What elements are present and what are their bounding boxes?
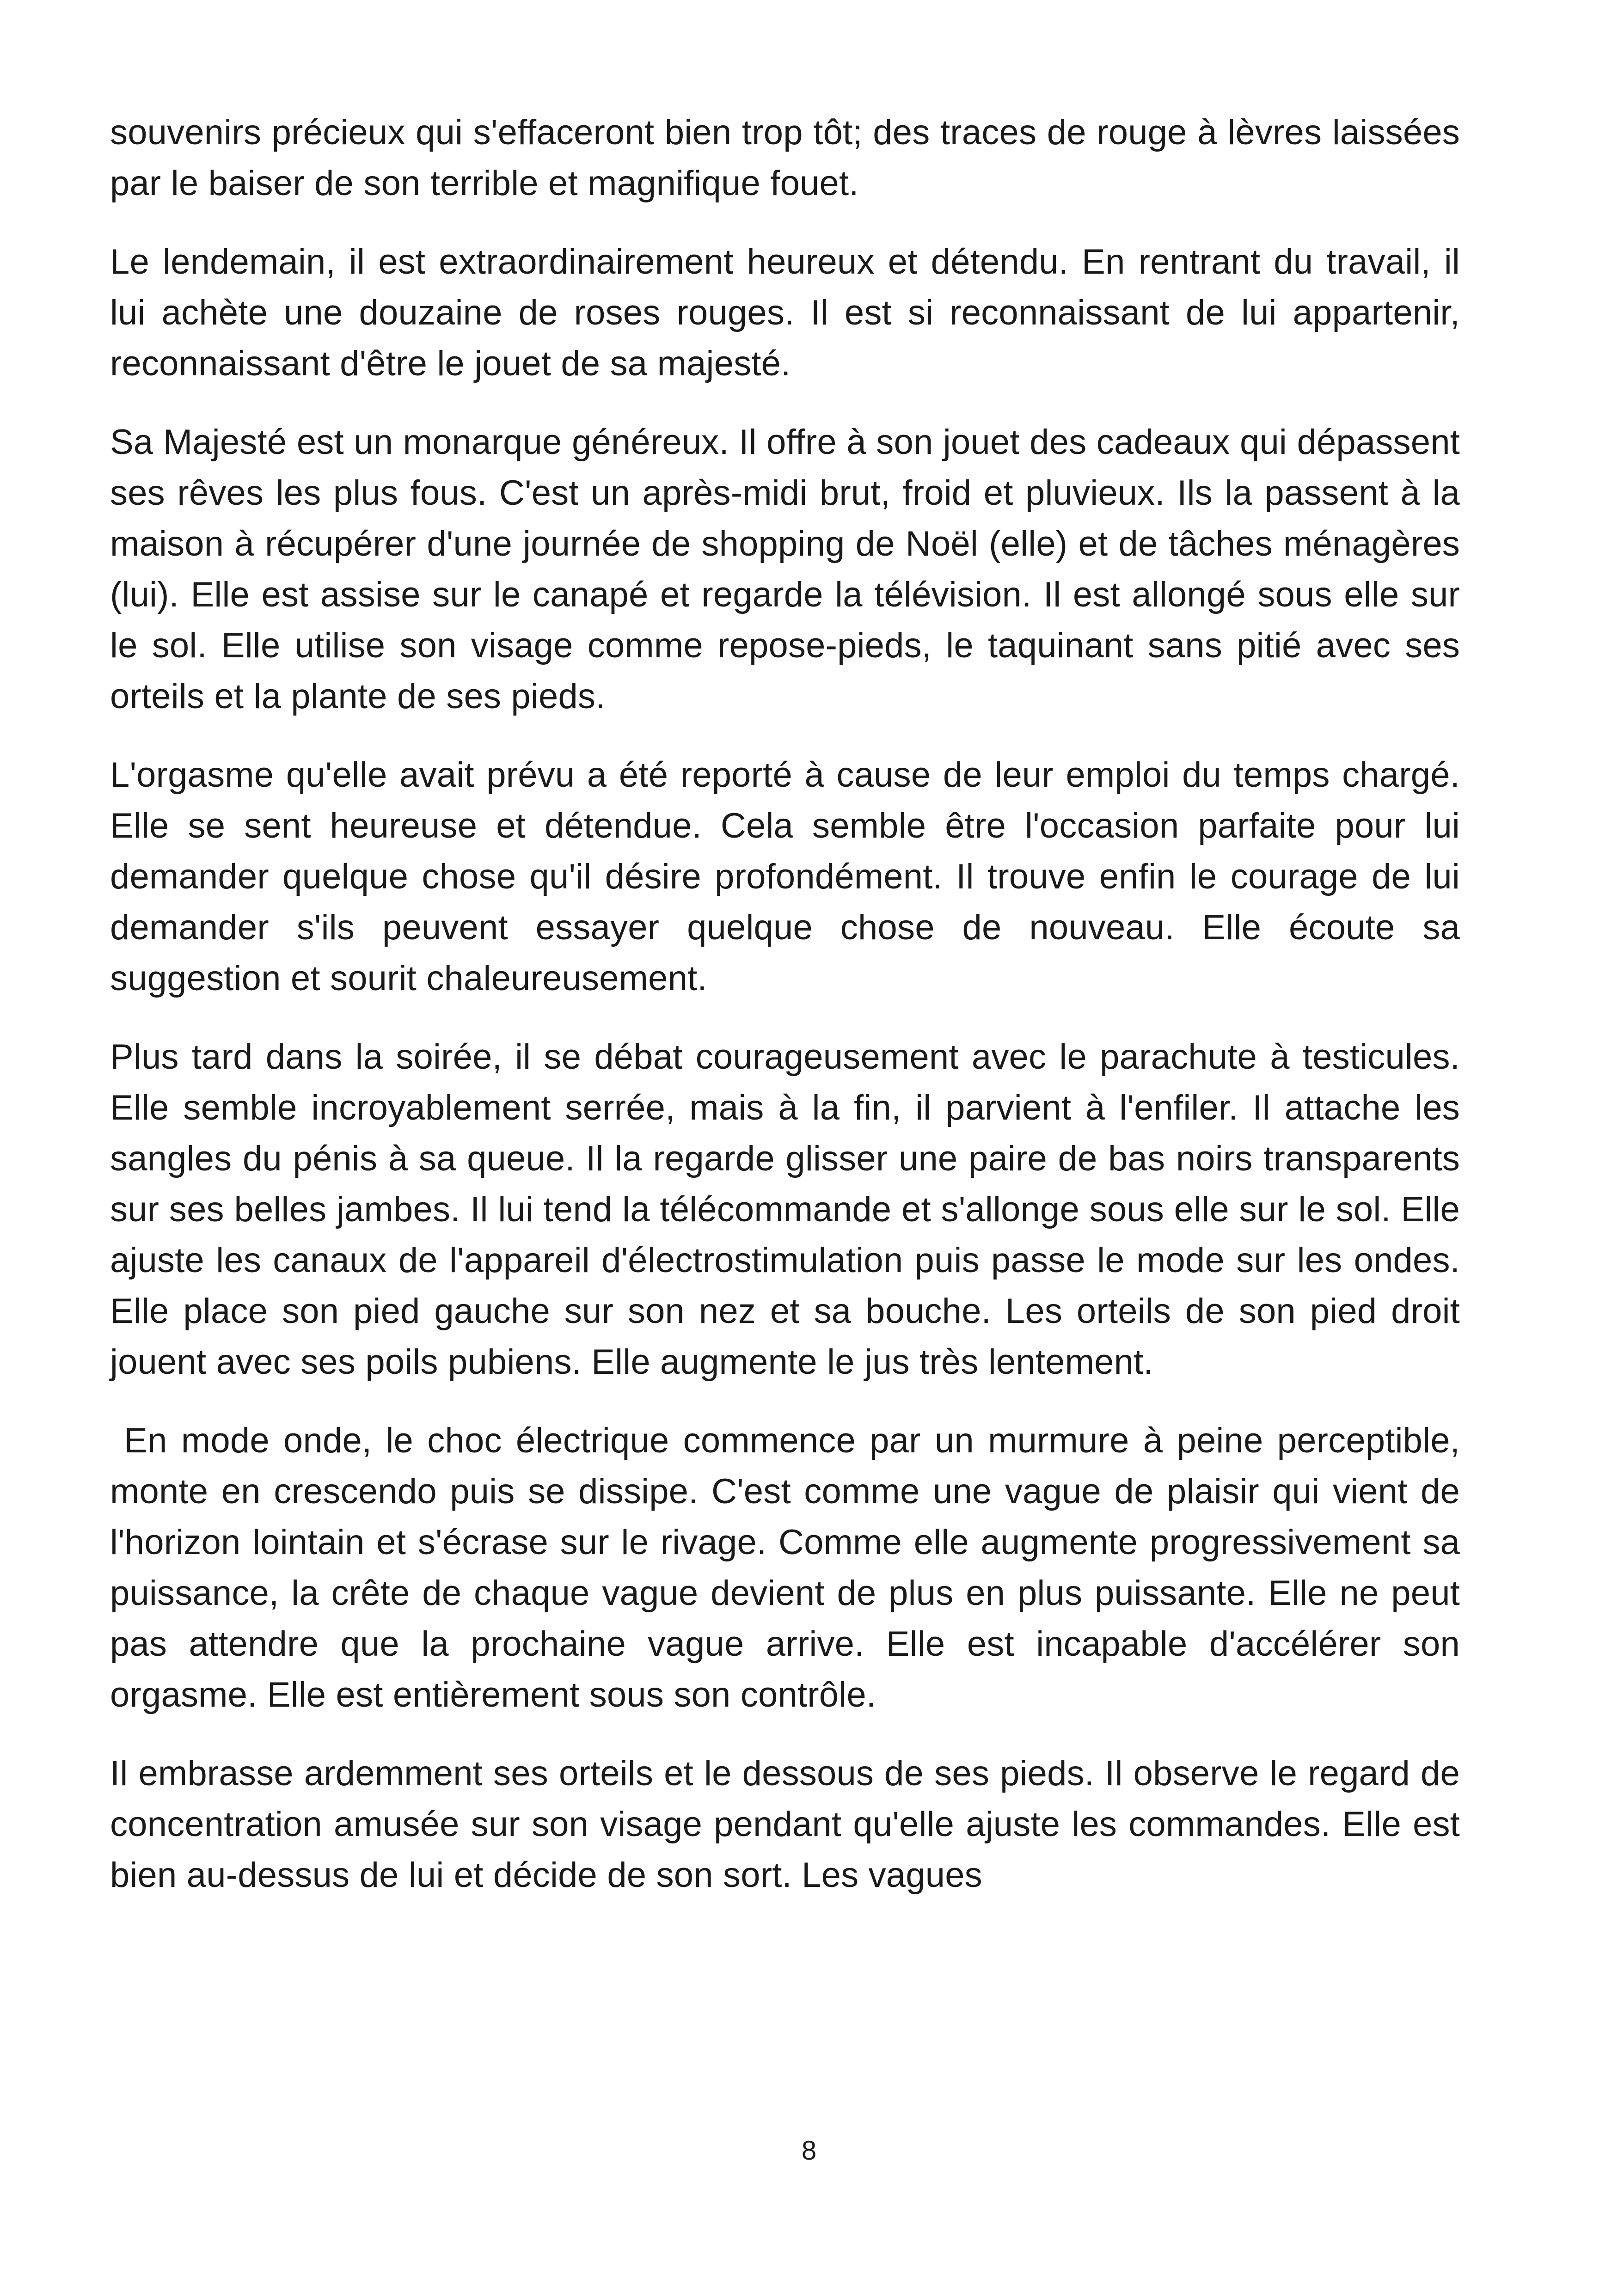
paragraph-6: En mode onde, le choc électrique commence par un murmure à peine perceptible, monte en crescendo puis se dissipe. C'est comme une vague de plaisir qui vient de l'horizon lointain et s'écrase sur le rivage. Comme elle augmente progressivement sa puissance, la crête de chaque vague devient de plus en plus puissante. Elle ne peut pas attendre que la prochaine vague arrive. Elle est incapable d'accélérer son orgasme. Elle est entièrement sous son contrôle. (110, 1421, 1470, 1714)
paragraph-5: Plus tard dans la soirée, il se débat courageusement avec le parachute à testicules. Elle semble incroyablement serrée, mais à la fin, il parvient à l'enfiler. Il attache les sangles du pénis à sa queue. Il la regarde glisser une paire de bas noirs transparents sur ses belles jambes. Il lui tend la télécommande et s'allonge sous elle sur le sol. Elle ajuste les canaux de l'appareil d'électrostimulation puis passe le mode sur les ondes. Elle place son pied gauche sur son nez et sa bouche. Les orteils de son pied droit jouent avec ses poils pubiens. Elle augmente le jus très lentement. (110, 1037, 1460, 1382)
paragraph-1: souvenirs précieux qui s'effaceront bien trop tôt; des traces de rouge à lèvres laissées par le baiser de son terrible et magnifique fouet. (110, 113, 1460, 203)
paragraph-2: Le lendemain, il est extraordinairement heureux et détendu. En rentrant du travail, il lui achète une douzaine de roses rouges. Il est si reconnaissant de lui appartenir, reconnaissant d'être le jouet de sa majesté. (110, 242, 1460, 383)
body-text (110, 107, 1470, 1929)
page-number: 8 (801, 2136, 817, 2166)
paragraph-7: Il embrasse ardemment ses orteils et le dessous de ses pieds. Il observe le regard de concentration amusée sur son visage pendant qu'elle ajuste les commandes. Elle est bien au-dessus de lui et décide de son sort. Les vagues (110, 1754, 1460, 1895)
paragraph-3: Sa Majesté est un monarque généreux. Il offre à son jouet des cadeaux qui dépassent ses rêves les plus fous. C'est un après-midi brut, froid et pluvieux. Ils la passent à la maison à récupérer d'une journée de shopping de Noël (elle) et de tâches ménagères (lui). Elle est assise sur le canapé et regarde la télévision. Il est allongé sous elle sur le sol. Elle utilise son visage comme repose-pieds, le taquinant sans pitié avec ses orteils et la plante de ses pieds. (110, 422, 1460, 716)
paragraph-4: L'orgasme qu'elle avait prévu a été reporté à cause de leur emploi du temps chargé. Elle se sent heureuse et détendue. Cela semble être l'occasion parfaite pour lui demander quelque chose qu'il désire profondément. Il trouve enfin le courage de lui demander s'ils peuvent essayer quelque chose de nouveau. Elle écoute sa suggestion et sourit chaleureusement. (110, 755, 1460, 998)
